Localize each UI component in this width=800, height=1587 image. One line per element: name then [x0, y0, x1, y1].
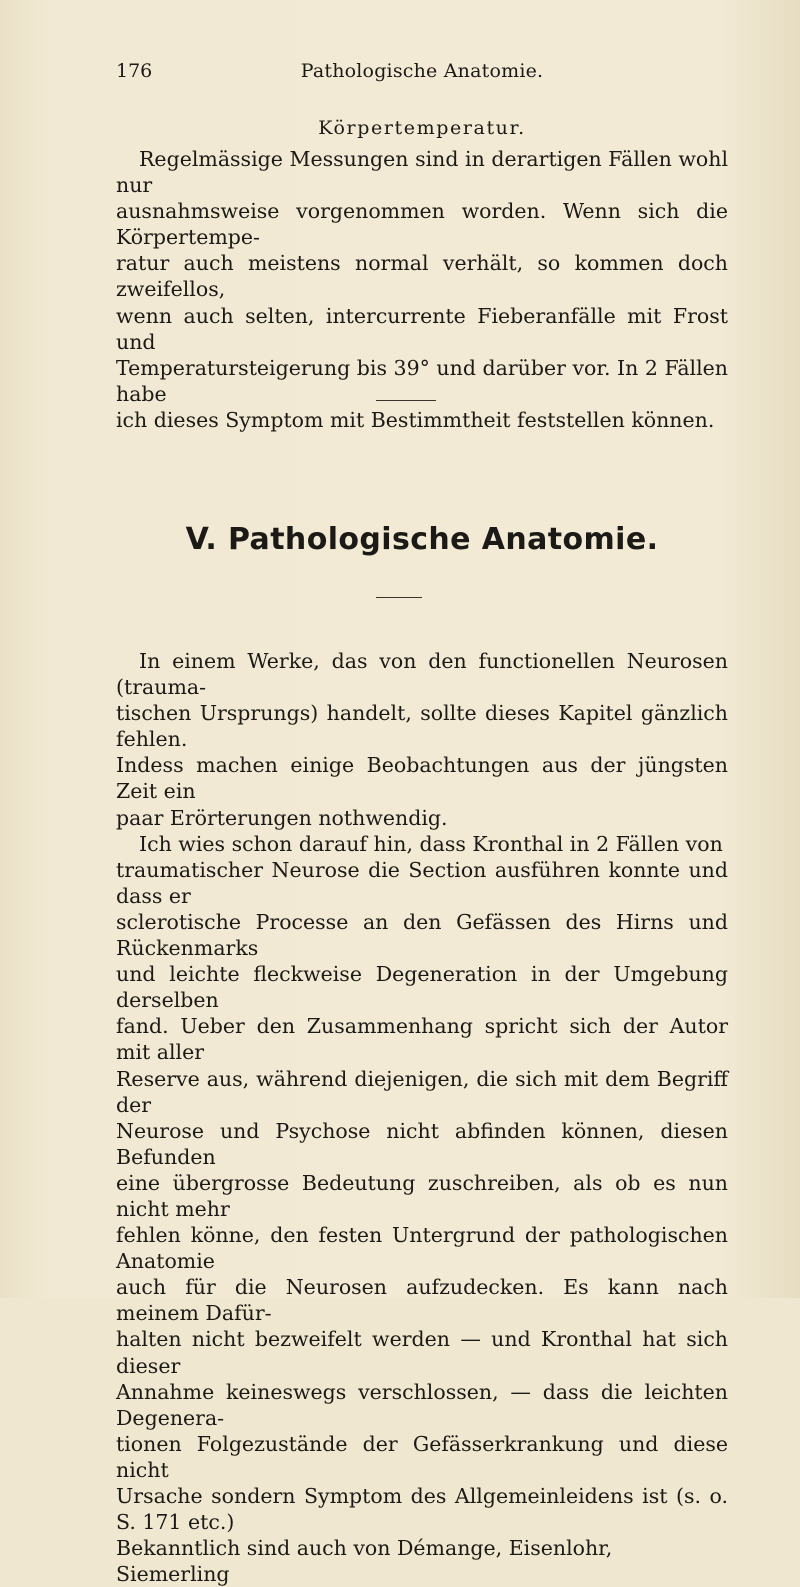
section-divider-bottom: [376, 597, 422, 598]
text-line: Ich wies schon darauf hin, dass Kronthal in 2 Fällen von: [139, 831, 723, 856]
paragraph-body-temperature: [116, 146, 728, 433]
text-line: Regelmässige Messungen sind in derartigen Fällen wohl nur: [116, 147, 728, 198]
text-line: ich dieses Symptom mit Bestimmtheit feststellen können.: [116, 407, 715, 432]
text-line: Indess machen einige Beobachtungen aus der jüngsten Zeit ein: [116, 753, 728, 804]
text-line: traumatischer Neurose die Section ausführen konnte und dass er: [116, 857, 728, 908]
paragraph-pathological-anatomy: [116, 648, 728, 1587]
text-line: ratur auch meistens normal verhält, so kommen doch zweifellos,: [116, 251, 728, 302]
running-title: Pathologische Anatomie.: [300, 60, 544, 82]
text-line: wenn auch selten, intercurrente Fieberanfälle mit Frost und: [116, 303, 728, 354]
text-line: tionen Folgezustände der Gefässerkrankung und diese nicht: [116, 1431, 728, 1482]
text-line: eine übergrosse Bedeutung zuschreiben, als ob es nun nicht mehr: [116, 1170, 728, 1221]
text-line: ausnahmsweise vorgenommen worden. Wenn sich die Körpertempe-: [116, 199, 728, 250]
text-line: auch für die Neurosen aufzudecken. Es kann nach meinem Dafür-: [116, 1275, 728, 1326]
text-line: tischen Ursprungs) handelt, sollte dieses Kapitel gänzlich fehlen.: [116, 701, 728, 752]
text-line: sclerotische Processe an den Gefässen des Hirns und Rückenmarks: [116, 909, 728, 961]
page-number: 176: [116, 60, 153, 82]
text-line: Ursache sondern Symptom des Allgemeinleidens ist (s. o. S. 171 etc.): [116, 1484, 728, 1535]
text-line: Temperatursteigerung bis 39° und darüber vor. In 2 Fällen habe: [116, 355, 728, 406]
text-line: Bekanntlich sind auch von Démange, Eisenlohr, Siemerling: [116, 1536, 613, 1587]
text-line: fand. Ueber den Zusammenhang spricht sich der Autor mit aller: [116, 1014, 728, 1065]
text-line: fehlen könne, den festen Untergrund der pathologischen Anatomie: [116, 1223, 728, 1274]
text-line: Neurose und Psychose nicht abfinden können, diesen Befunden: [116, 1118, 728, 1169]
text-line: In einem Werke, das von den functionellen Neurosen (trauma-: [116, 649, 728, 700]
chapter-heading: V. Pathologische Anatomie.: [185, 522, 659, 557]
text-line: Reserve aus, während diejenigen, die sich mit dem Begriff der: [116, 1066, 728, 1117]
text-line: paar Erörterungen nothwendig.: [116, 805, 448, 830]
section-heading: Körpertemperatur.: [318, 117, 526, 139]
text-line: Annahme keineswegs verschlossen, — dass die leichten Degenera-: [116, 1379, 728, 1430]
section-divider-top: [376, 400, 436, 401]
page-header: [116, 60, 728, 90]
text-line: und leichte fleckweise Degeneration in der Umgebung derselben: [116, 962, 728, 1013]
text-line: halten nicht bezweifelt werden — und Kronthal hat sich dieser: [116, 1327, 728, 1378]
